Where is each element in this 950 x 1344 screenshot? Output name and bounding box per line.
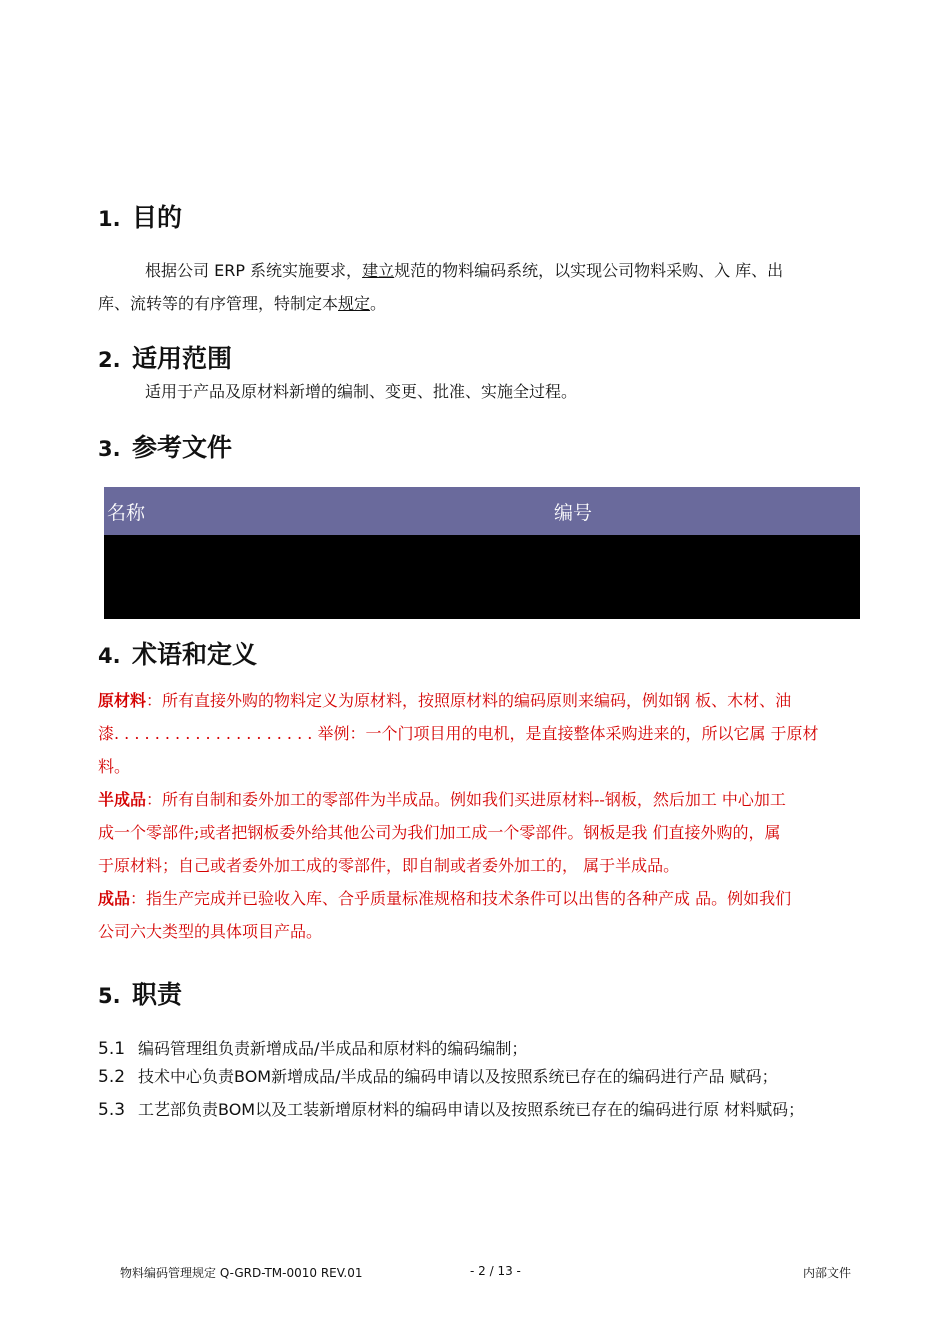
- footer-page-number: - 2 / 13 -: [470, 1264, 521, 1278]
- col-name-header: 名称: [104, 487, 551, 535]
- purpose-paragraph: 根据公司 ERP 系统实施要求，建立规范的物料编码系统，以实现公司物料采购、入 库、出 库、流转等的有序管理，特制定本规定。: [98, 261, 784, 313]
- footer-classification: 内部文件: [803, 1266, 852, 1280]
- section-title: 目的: [132, 203, 183, 232]
- section-2-heading: 2. 适用范围: [98, 344, 233, 373]
- section-number: 1.: [98, 207, 121, 231]
- section-5-heading: 5. 职责: [98, 980, 183, 1009]
- col-code-header: 编号: [551, 487, 860, 535]
- term-finished-product: 成品：指生产完成并已验收入库、合乎质量标准规格和技术条件可以出售的各种产成 品。例如我们: [98, 889, 792, 908]
- terms-definitions: 原材料：所有直接外购的物料定义为原材料，按照原材料的编码原则来编码，例如钢 板、木材、油 漆. . . . . . . . . . . . . . . . . . . . 举例：一个门项目用的电机，是直接整体采购进来的，所以它属 于原材 料。 半成品：所有自制和委外加工的零部件为半成品。例如我们买进原材料--钢板，然后加工 中心加工 成一个零部件;或者把钢板委外给其他公司为我们加工成一个零部件。钢板是我 们直接外购的，属 于原材料；自己或者委外加工成的零部件，即自制或者委外加工的， 属于半成品。 成品：指生产完成并已验收入库、合乎质量标准规格和技术条件可以出售的各种产成 品。例如我们 公司六大类型的具体项目产品。: [98, 684, 868, 948]
- responsibility-item: 5.3 工艺部负责BOM以及工装新增原材料的编码申请以及按照系统已存在的编码进行原 材料赋码；: [98, 1100, 805, 1120]
- footer-document-id: 物料编码管理规定 Q-GRD-TM-0010 REV.01: [120, 1266, 363, 1280]
- table-row: [104, 535, 860, 577]
- responsibility-item: 5.1 编码管理组负责新增成品/半成品和原材料的编码编制；: [98, 1039, 528, 1059]
- section-3-heading: 3. 参考文件: [98, 433, 233, 462]
- term-semi-finished: 半成品：所有自制和委外加工的零部件为半成品。例如我们买进原材料--钢板，然后加工 中心加工: [98, 790, 786, 809]
- section-1-heading: [98, 198, 182, 234]
- reference-table: [104, 487, 860, 619]
- scope-paragraph: 适用于产品及原材料新增的编制、变更、批准、实施全过程。: [145, 382, 578, 401]
- term-raw-material: 原材料：所有直接外购的物料定义为原材料，按照原材料的编码原则来编码，例如钢 板、木材、油: [98, 691, 792, 710]
- section-4-heading: 4. 术语和定义: [98, 640, 258, 669]
- table-row: [104, 577, 860, 619]
- responsibility-item: 5.2 技术中心负责BOM新增成品/半成品的编码申请以及按照系统已存在的编码进行产品 赋码；: [98, 1067, 778, 1087]
